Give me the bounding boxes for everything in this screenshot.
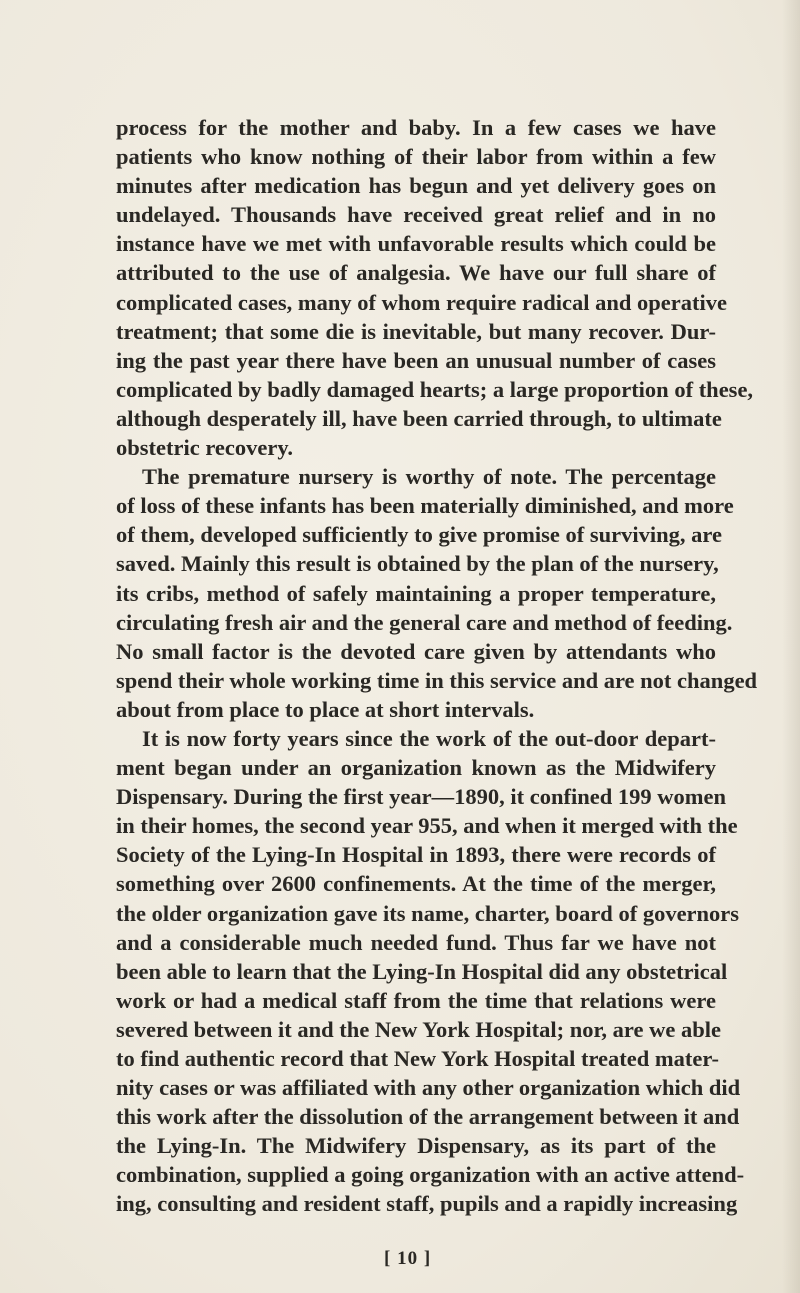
text-line: work or had a medical staff from the time that relations were	[116, 987, 716, 1013]
text-line: of loss of these infants has been materially diminished, and more	[116, 493, 734, 519]
page-edge-shadow	[782, 0, 800, 1293]
text-line: although desperately ill, have been carried through, to ultimate	[116, 405, 722, 431]
text-line: spend their whole working time in this service and are not changed	[116, 667, 758, 693]
text-line: patients who know nothing of their labor from within a few	[116, 144, 716, 170]
text-line: complicated by badly damaged hearts; a large proportion of these,	[116, 376, 754, 402]
text-line: It is now forty years since the work of the out-door depart-	[142, 725, 716, 751]
text-line: its cribs, method of safely maintaining a proper temperature,	[116, 580, 716, 606]
page-number: [ 10 ]	[384, 1248, 432, 1269]
text-line: The premature nursery is worthy of note. The percentage	[142, 464, 716, 490]
text-line: of them, developed sufficiently to give promise of surviving, are	[116, 522, 722, 548]
text-line: Society of the Lying-In Hospital in 1893, there were records of	[116, 842, 716, 868]
text-line: this work after the dissolution of the arrangement between it and	[116, 1104, 740, 1130]
text-line: minutes after medication has begun and yet delivery goes on	[116, 173, 716, 199]
text-line: instance have we met with unfavorable results which could be	[116, 231, 716, 257]
text-line: undelayed. Thousands have received great relief and in no	[116, 202, 716, 228]
body-text	[116, 113, 758, 1219]
text-line: attributed to the use of analgesia. We have our full share of	[116, 260, 716, 286]
text-line: circulating fresh air and the general care and method of feeding.	[116, 609, 733, 635]
text-line: severed between it and the New York Hospital; nor, are we able	[116, 1016, 721, 1042]
text-line: No small factor is the devoted care given by attendants who	[116, 638, 716, 664]
text-line: to find authentic record that New York Hospital treated mater-	[116, 1046, 720, 1071]
text-line: obstetric recovery.	[116, 435, 294, 461]
text-line: been able to learn that the Lying-In Hospital did any obstetrical	[116, 958, 728, 984]
text-line: combination, supplied a going organization with an active attend-	[116, 1162, 745, 1188]
text-line: process for the mother and baby. In a few cases we have	[116, 115, 716, 140]
text-line: ment began under an organization known as the Midwifery	[116, 755, 716, 781]
text-line: Dispensary. During the first year—1890, it confined 199 women	[116, 784, 726, 810]
text-line: and a considerable much needed fund. Thus far we have not	[116, 929, 716, 955]
text-line: nity cases or was affiliated with any other organization which did	[116, 1075, 741, 1101]
text-line: treatment; that some die is inevitable, but many recover. Dur-	[116, 318, 716, 344]
text-line: complicated cases, many of whom require radical and operative	[116, 289, 727, 315]
text-line: in their homes, the second year 955, and when it merged with the	[116, 813, 738, 839]
text-line: ing, consulting and resident staff, pupils and a rapidly increasing	[116, 1191, 738, 1217]
text-line: about from place to place at short intervals.	[116, 696, 535, 722]
text-line: the Lying-In. The Midwifery Dispensary, as its part of the	[116, 1133, 716, 1159]
text-line: ing the past year there have been an unusual number of cases	[116, 347, 716, 373]
text-line: something over 2600 confinements. At the time of the merger,	[116, 871, 716, 897]
text-line: the older organization gave its name, charter, board of governors	[116, 900, 740, 926]
text-line: saved. Mainly this result is obtained by the plan of the nursery,	[116, 551, 719, 577]
